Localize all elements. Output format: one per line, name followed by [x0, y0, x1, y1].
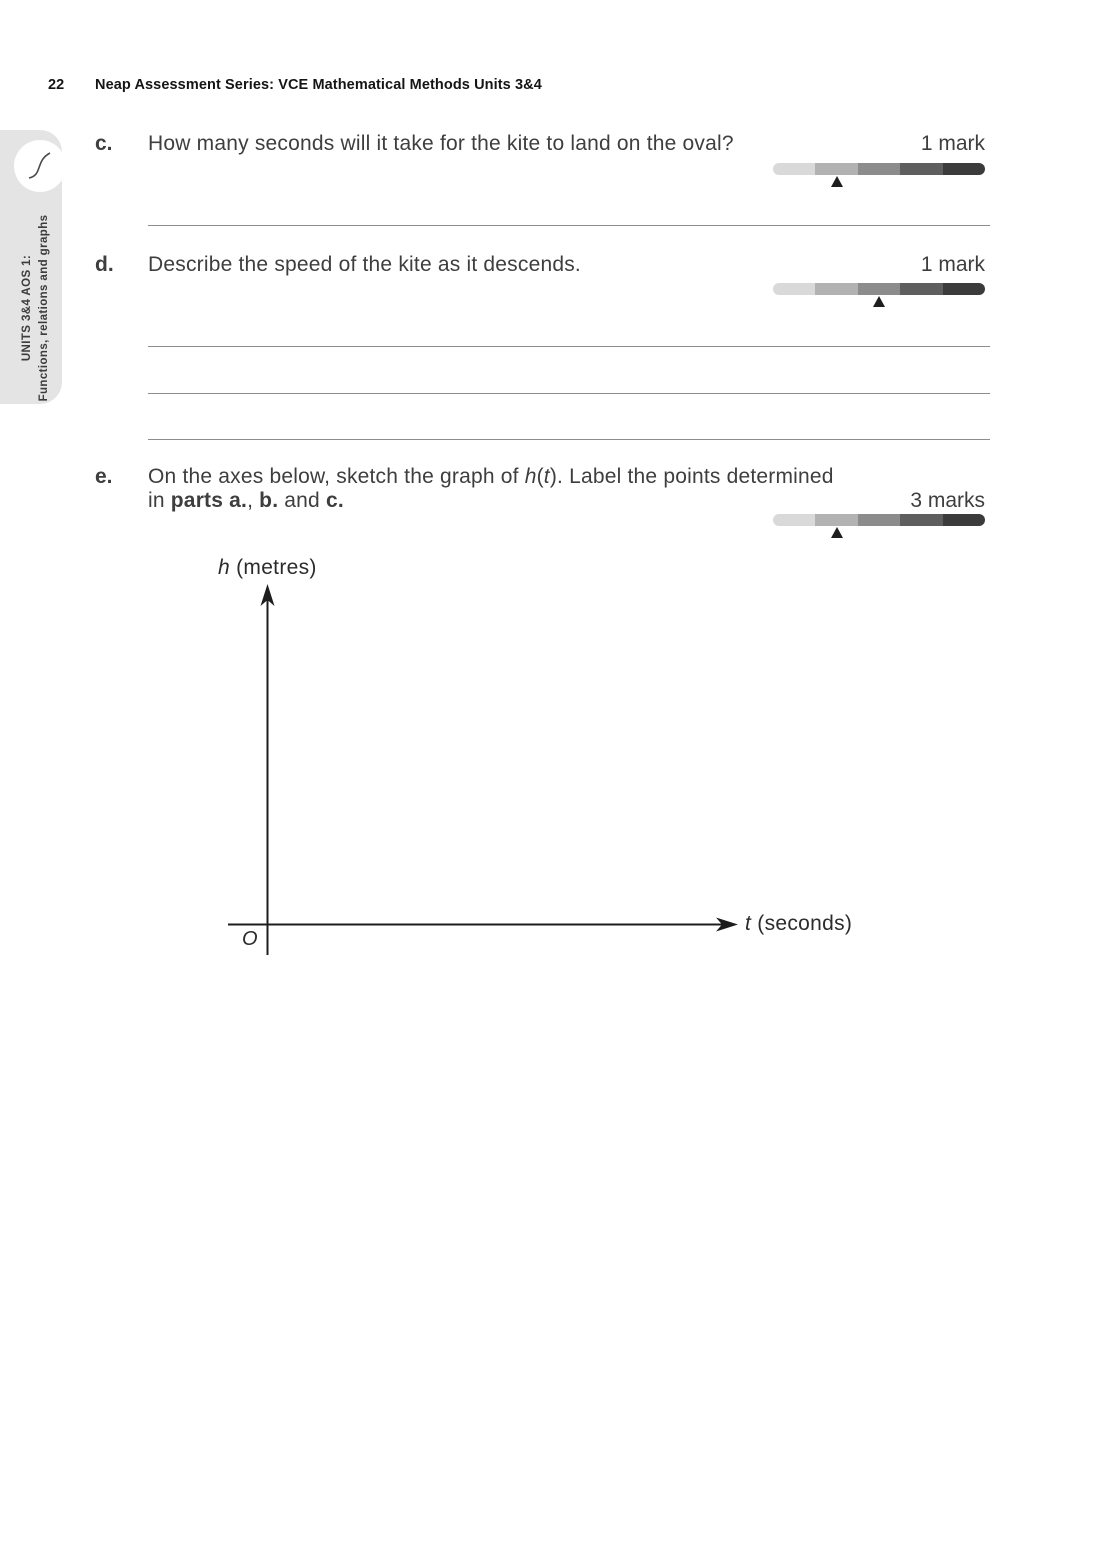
- difficulty-segment: [900, 163, 942, 175]
- x-axis-unit: (seconds): [751, 912, 853, 935]
- answer-line: [148, 439, 990, 440]
- question-e-line2-prefix: in: [148, 489, 171, 512]
- header-title: Neap Assessment Series: VCE Mathematical Methods Units 3&4: [95, 77, 542, 93]
- question-c-label: c.: [95, 132, 113, 155]
- difficulty-segment: [773, 514, 815, 526]
- difficulty-segment: [943, 514, 985, 526]
- difficulty-pointer-icon: [831, 527, 843, 538]
- difficulty-segment: [773, 283, 815, 295]
- question-e-text-part1: On the axes below, sketch the graph of: [148, 465, 525, 488]
- difficulty-bar: [773, 163, 985, 189]
- function-curve-icon: [14, 140, 66, 192]
- var-t: t: [543, 465, 550, 488]
- difficulty-segment: [773, 163, 815, 175]
- page-number: 22: [48, 77, 65, 93]
- difficulty-segment: [900, 514, 942, 526]
- paren-open: (: [536, 465, 544, 488]
- x-axis-label: [745, 912, 852, 936]
- difficulty-segment: [943, 283, 985, 295]
- difficulty-track: [773, 283, 985, 295]
- question-e-label: e.: [95, 465, 113, 488]
- question-d-label: d.: [95, 253, 114, 276]
- question-e-text-part2: ). Label the points determined: [549, 465, 834, 488]
- difficulty-pointer-icon: [873, 296, 885, 307]
- question-e-marks: 3 marks: [910, 489, 985, 512]
- difficulty-bar: [773, 514, 985, 540]
- sidebar-label-line1: UNITS 3&4 AOS 1:: [21, 254, 33, 362]
- difficulty-segment: [815, 283, 857, 295]
- question-d-marks: 1 mark: [920, 253, 985, 276]
- sidebar-label: [19, 215, 53, 402]
- difficulty-track: [773, 163, 985, 175]
- difficulty-track: [773, 514, 985, 526]
- answer-line: [148, 393, 990, 394]
- difficulty-segment: [858, 163, 900, 175]
- difficulty-segment: [900, 283, 942, 295]
- separator: and: [278, 489, 326, 512]
- difficulty-segment: [943, 163, 985, 175]
- sidebar-tab: [0, 130, 62, 404]
- y-axis-variable: h: [218, 556, 230, 579]
- y-axis-unit: (metres): [229, 556, 317, 579]
- separator: ,: [247, 489, 260, 512]
- difficulty-segment: [815, 514, 857, 526]
- x-axis-variable: t: [745, 912, 752, 935]
- question-e-text: [148, 465, 834, 513]
- question-c-marks: 1 mark: [920, 132, 985, 155]
- question-d-text: Describe the speed of the kite as it descends.: [148, 253, 581, 276]
- difficulty-segment: [858, 514, 900, 526]
- difficulty-pointer-icon: [831, 176, 843, 187]
- origin-label: O: [242, 928, 258, 950]
- difficulty-segment: [815, 163, 857, 175]
- question-c-text: How many seconds will it take for the kite to land on the oval?: [148, 132, 734, 155]
- ref-part-c: c.: [325, 489, 344, 512]
- difficulty-bar: [773, 283, 985, 309]
- ref-part-a: parts a.: [170, 489, 248, 512]
- answer-line: [148, 225, 990, 226]
- sidebar-label-line2: Functions, relations and graphs: [38, 214, 50, 402]
- answer-line: [148, 346, 990, 347]
- difficulty-segment: [858, 283, 900, 295]
- ref-part-b: b.: [259, 489, 279, 512]
- var-h: h: [524, 465, 537, 488]
